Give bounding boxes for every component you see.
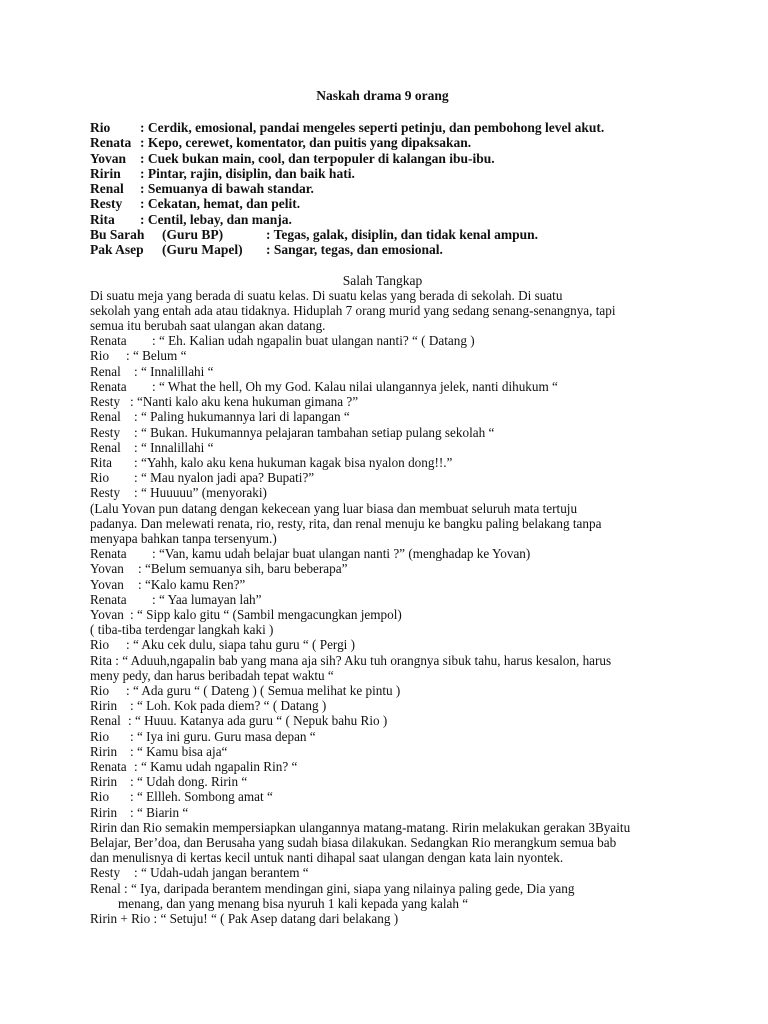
dialogue-line (90, 440, 675, 455)
script-body (90, 288, 675, 927)
dialogue-text: : “ Loh. Kok pada diem? “ ( Datang ) (130, 698, 327, 714)
cast-name: Bu Sarah (90, 227, 145, 243)
speaker-name: Ririn (90, 698, 118, 714)
dialogue-text: : “ Iya ini guru. Guru masa depan “ (130, 728, 316, 744)
dialogue-line (90, 805, 675, 820)
cast-description: : Tegas, galak, disiplin, dan tidak kenal ampun. (266, 227, 538, 243)
narration-line: Belajar, Ber’doa, dan Berusaha yang sudah biasa dilakukan. Sedangkan Rio merangkum semua bab (90, 834, 617, 850)
dialogue-line (90, 774, 675, 789)
dialogue-line: Ririn + Rio : “ Setuju! “ ( Pak Asep datang dari belakang ) (90, 911, 399, 926)
stage-direction: ( tiba-tiba terdengar langkah kaki ) (90, 622, 274, 638)
cast-description: : Cekatan, hemat, dan pelit. (140, 196, 301, 212)
cast-list (90, 120, 675, 258)
speaker-name: Renata (90, 378, 127, 394)
dialogue-text: : “Nanti kalo aku kena hukuman gimana ?” (130, 394, 359, 410)
cast-description: : Centil, lebay, dan manja. (140, 211, 292, 227)
dialogue-text: : “Belum semuanya sih, baru beberapa” (138, 561, 348, 577)
cast-description: : Cerdik, emosional, pandai mengeles seperti petinju, dan pembohong level akut. (140, 120, 605, 135)
dialogue-line (90, 409, 675, 424)
cast-role: (Guru Mapel) (162, 242, 243, 258)
dialogue-text: : “ Huuuuu” (menyoraki) (134, 485, 267, 501)
cast-row (90, 196, 675, 211)
dialogue-line (90, 759, 675, 774)
speaker-name: Renata (90, 333, 127, 349)
cast-name: Rita (90, 211, 115, 227)
dialogue-line (90, 698, 675, 713)
intro-line: Di suatu meja yang berada di suatu kelas. Di suatu kelas yang berada di sekolah. Di suatu (90, 287, 563, 303)
document-title: Naskah drama 9 orang (316, 88, 449, 103)
dialogue-line (90, 683, 675, 698)
speaker-name: Rio (90, 348, 110, 364)
dialogue-text: : “ Paling hukumannya lari di lapangan “ (134, 409, 350, 425)
dialogue-line (90, 379, 675, 394)
speaker-name: Yovan (90, 561, 124, 577)
dialogue-line (90, 394, 675, 409)
speaker-name: Rio (90, 789, 110, 805)
dialogue-line (90, 637, 675, 652)
dialogue-text: : “ Ada guru “ ( Dateng ) ( Semua melihat ke pintu ) (126, 682, 401, 698)
dialogue-text: : “ Udah dong. Ririn “ (130, 774, 248, 790)
cast-row (90, 151, 675, 166)
narration-line: dan menulisnya di kertas kecil untuk nanti dihapal saat ulangan dengan kata lain nyontek. (90, 850, 564, 866)
dialogue-text: : “ Biarin “ (130, 804, 189, 820)
dialogue-line: Rita : “ Aduuh,ngapalin bab yang mana aja sih? Aku tuh orangnya sibuk tahu, harus kesalon, harus (90, 652, 612, 668)
cast-row (90, 120, 675, 135)
speaker-name: Renal (90, 363, 121, 379)
dialogue-text: : “ Huuu. Katanya ada guru “ ( Nepuk bahu Rio ) (128, 713, 388, 729)
dialogue-text: : “ Eh. Kalian udah ngapalin buat ulangan nanti? “ ( Datang ) (152, 333, 475, 349)
speaker-name: Ririn (90, 774, 118, 790)
speaker-name: Ririn (90, 743, 118, 759)
speaker-name: Renata (90, 758, 127, 774)
narration-line: (Lalu Yovan pun datang dengan kekecean yang luar biasa dan membuat seluruh mata tertuju (90, 500, 578, 516)
dialogue-line (90, 729, 675, 744)
intro-line: semua itu berubah saat ulangan akan datang. (90, 318, 326, 334)
speaker-name: Yovan (90, 576, 124, 592)
dialogue-text: : “ Kamu bisa aja“ (130, 743, 228, 759)
speaker-name: Resty (90, 485, 121, 501)
cast-name: Ririn (90, 165, 121, 181)
cast-row (90, 181, 675, 196)
speaker-name: Renal (90, 713, 121, 729)
cast-description: : Pintar, rajin, disiplin, dan baik hati. (140, 165, 355, 181)
cast-description: : Sangar, tegas, dan emosional. (266, 242, 443, 258)
cast-description: : Semuanya di bawah standar. (140, 181, 314, 197)
speaker-name: Renal (90, 409, 121, 425)
dialogue-text: : “ Innalillahi “ (134, 439, 214, 455)
speaker-name: Rio (90, 637, 110, 653)
dialogue-line (90, 470, 675, 485)
cast-name: Yovan (90, 150, 127, 166)
dialogue-text: : “ Mau nyalon jadi apa? Bupati?” (134, 470, 315, 486)
speaker-name: Resty (90, 394, 121, 410)
dialogue-line (90, 865, 675, 880)
dialogue-text: : “Van, kamu udah belajar buat ulangan nanti ?” (menghadap ke Yovan) (152, 546, 531, 562)
dialogue-line (90, 546, 675, 561)
speaker-name: Rio (90, 728, 110, 744)
cast-row (90, 212, 675, 227)
speaker-name: Rio (90, 470, 110, 486)
dialogue-text: : “ Sipp kalo gitu “ (Sambil mengacungkan jempol) (130, 606, 402, 622)
dialogue-line (90, 561, 675, 576)
dialogue-line: menang, dan yang menang bisa nyuruh 1 kali kepada yang kalah “ (118, 895, 469, 911)
dialogue-line (90, 607, 675, 622)
cast-row (90, 166, 675, 181)
dialogue-line (90, 713, 675, 728)
dialogue-line (90, 592, 675, 607)
dialogue-text: : “Kalo kamu Ren?” (138, 576, 246, 592)
dialogue-line (90, 455, 675, 470)
dialogue-line (90, 425, 675, 440)
cast-name: Pak Asep (90, 242, 144, 258)
speaker-name: Resty (90, 424, 121, 440)
cast-row (90, 242, 675, 257)
intro-line: sekolah yang entah ada atau tidaknya. Hiduplah 7 orang murid yang sedang senang-senangnya, tapi (90, 302, 616, 318)
speaker-name: Resty (90, 865, 121, 881)
narration-line: padanya. Dan melewati renata, rio, resty, rita, dan renal menuju ke bangku paling belakang tanpa (90, 515, 602, 531)
speaker-name: Yovan (90, 606, 124, 622)
cast-role: (Guru BP) (162, 227, 224, 243)
speaker-name: Rita (90, 454, 112, 470)
speaker-name: Ririn (90, 804, 118, 820)
narration-line: Ririn dan Rio semakin mempersiapkan ulangannya matang-matang. Ririn melakukan gerakan 3Byaitu (90, 819, 631, 835)
dialogue-line: Renal : “ Iya, daripada berantem mendingan gini, siapa yang nilainya paling gede, Dia yang (90, 880, 575, 896)
cast-description: : Kepo, cerewet, komentator, dan puitis yang dipaksakan. (140, 135, 472, 151)
speaker-name: Rio (90, 682, 110, 698)
speaker-name: Renal (90, 439, 121, 455)
dialogue-line (90, 577, 675, 592)
dialogue-text: : “ Aku cek dulu, siapa tahu guru “ ( Pergi ) (126, 637, 356, 653)
dialogue-line: meny pedy, dan harus beribadah tepat waktu “ (90, 667, 334, 683)
dialogue-line (90, 485, 675, 500)
dialogue-text: : “ Belum “ (126, 348, 187, 364)
cast-row (90, 227, 675, 242)
cast-name: Resty (90, 196, 123, 212)
cast-name: Rio (90, 120, 111, 135)
dialogue-line (90, 364, 675, 379)
dialogue-line (90, 789, 675, 804)
cast-description: : Cuek bukan main, cool, dan terpopuler di kalangan ibu-ibu. (140, 150, 495, 166)
dialogue-text: : “ Ellleh. Sombong amat “ (130, 789, 273, 805)
dialogue-line (90, 333, 675, 348)
dialogue-text: : “ Kamu udah ngapalin Rin? “ (134, 758, 298, 774)
scene-title: Salah Tangkap (342, 272, 423, 288)
cast-row (90, 135, 675, 150)
cast-name: Renata (90, 135, 132, 151)
speaker-name: Renata (90, 591, 127, 607)
dialogue-line (90, 744, 675, 759)
speaker-name: Renata (90, 546, 127, 562)
dialogue-text: : “ Yaa lumayan lah” (152, 591, 262, 607)
dialogue-text: : “ Bukan. Hukumannya pelajaran tambahan setiap pulang sekolah “ (134, 424, 495, 440)
dialogue-text: : “ Udah-udah jangan berantem “ (134, 865, 309, 881)
dialogue-line (90, 348, 675, 363)
script-page (90, 88, 675, 926)
narration-line: menyapa bahkan tanpa tersenyum.) (90, 530, 277, 546)
cast-name: Renal (90, 181, 124, 197)
dialogue-text: : “ What the hell, Oh my God. Kalau nilai ulangannya jelek, nanti dihukum “ (152, 378, 558, 394)
dialogue-text: : “Yahh, kalo aku kena hukuman kagak bisa nyalon dong!!.” (134, 454, 453, 470)
dialogue-text: : “ Innalillahi “ (134, 363, 214, 379)
